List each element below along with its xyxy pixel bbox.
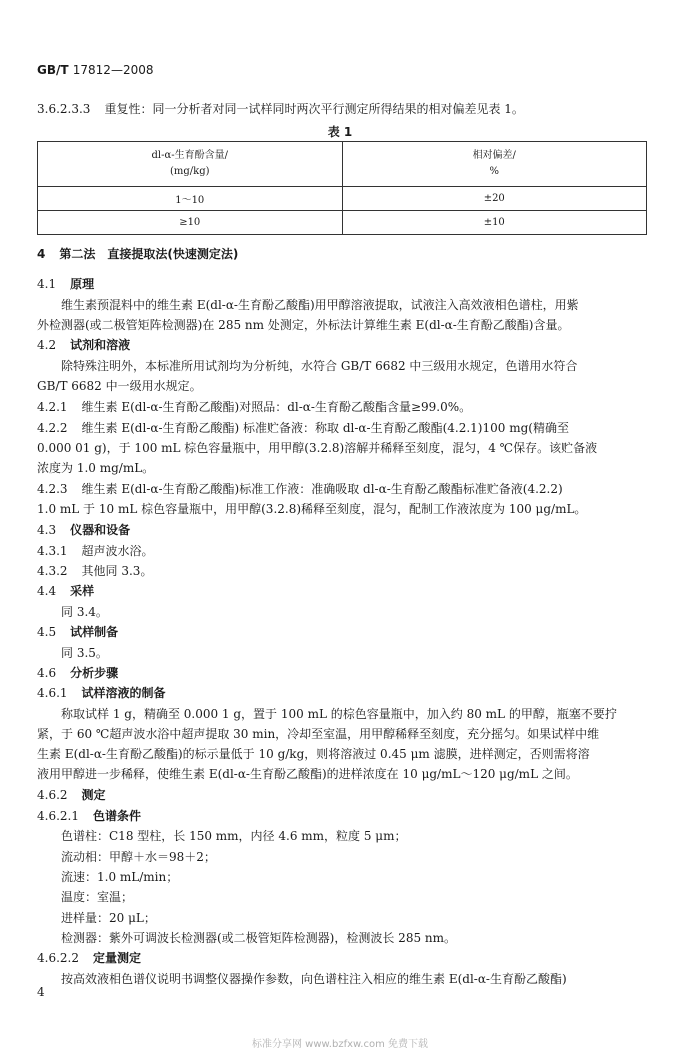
standard-number: 17812—2008: [72, 63, 154, 77]
page-number: 4: [37, 985, 45, 999]
paragraph-line: 除特殊注明外，本标准所用试剂均为分析纯，水符合 GB/T 6682 中三级用水规定，色谱用水符合: [61, 359, 578, 373]
list-item: 温度：室温；: [61, 890, 134, 904]
paragraph-line: GB/T 6682 中一级用水规定。: [37, 379, 202, 393]
paragraph-line: 生素 E(dl-α-生育酚乙酸酯)的标示量低于 10 g/kg，则将溶液过 0.45 μm 滤膜，进样测定，否则需将溶: [37, 747, 590, 761]
paragraph-line: 液用甲醇进一步稀释，使维生素 E(dl-α-生育酚乙酸酯)的进样浓度在 10 μg/mL～120 μg/mL 之间。: [37, 767, 578, 781]
header-cell-content: dl-α-生育酚含量/ (mg/kg): [38, 142, 343, 187]
table-row: [38, 187, 647, 211]
heading-4: 4 第二法 直接提取法(快速测定法): [37, 247, 239, 261]
standard-code: GB/T: [37, 63, 69, 77]
heading-4-5: 4.5 试样制备: [37, 625, 119, 639]
heading-4-3: 4.3 仪器和设备: [37, 523, 131, 537]
list-item: 色谱柱：C18 型柱，长 150 mm，内径 4.6 mm，粒度 5 μm；: [61, 829, 407, 843]
clause-4-3-2: 4.3.2 其他同 3.3。: [37, 564, 153, 578]
paragraph-line: 浓度为 1.0 mg/mL。: [37, 461, 155, 475]
clause-4-2-3: 4.2.3 维生素 E(dl-α-生育酚乙酸酯)标准工作液：准确吸取 dl-α-生育酚乙酸酯标准贮备液(4.2.2): [37, 482, 563, 496]
relative-deviation-table: [37, 141, 647, 235]
table-cell: ≥10: [38, 211, 343, 235]
list-item: 检测器：紫外可调波长检测器(或二极管矩阵检测器)，检测波长 285 nm。: [61, 931, 457, 945]
paragraph-line: 1.0 mL 于 10 mL 棕色容量瓶中，用甲醇(3.2.8)稀释至刻度，混匀，配制工作液浓度为 100 μg/mL。: [37, 502, 587, 516]
heading-4-6-2: 4.6.2 测定: [37, 788, 106, 802]
table-cell: ±20: [342, 187, 647, 211]
table-cell: 1～10: [38, 187, 343, 211]
list-item: 流动相：甲醇＋水＝98＋2；: [61, 850, 216, 864]
paragraph-line: 紧，于 60 ℃超声波水浴中超声提取 30 min，冷却至室温，用甲醇稀释至刻度，充分摇匀。如果试样中维: [37, 727, 600, 741]
heading-4-6-2-1: 4.6.2.1 色谱条件: [37, 809, 141, 823]
heading-4-6: 4.6 分析步骤: [37, 666, 119, 680]
clause-4-3-1: 4.3.1 超声波水浴。: [37, 544, 154, 558]
paragraph-line: 0.000 01 g)，于 100 mL 棕色容量瓶中，用甲醇(3.2.8)溶解并稀释至刻度，混匀，4 ℃保存。该贮备液: [37, 441, 598, 455]
table-title: 表 1: [327, 125, 353, 139]
standard-header: [37, 63, 153, 77]
table-row: [38, 211, 647, 235]
list-item: 流速：1.0 mL/min；: [61, 870, 179, 884]
footer-watermark[interactable]: 标准分享网 www.bzfxw.com 免费下载: [252, 1039, 428, 1050]
paragraph-line: 同 3.4。: [61, 605, 108, 619]
header-cell-deviation: 相对偏差/ %: [342, 142, 647, 187]
paragraph-line: 外检测器(或二极管矩阵检测器)在 285 nm 处测定，外标法计算维生素 E(dl-α-生育酚乙酸酯)含量。: [37, 318, 570, 332]
heading-4-1: 4.1 原理: [37, 277, 95, 291]
paragraph-line: 称取试样 1 g，精确至 0.000 1 g，置于 100 mL 的棕色容量瓶中，加入约 80 mL 的甲醇，瓶塞不要拧: [61, 707, 617, 721]
list-item: 进样量：20 μL；: [61, 911, 156, 925]
table-header-row: [38, 142, 647, 187]
paragraph-line: 维生素预混料中的维生素 E(dl-α-生育酚乙酸酯)用甲醇溶液提取，试液注入高效液相色谱柱，用紫: [61, 298, 579, 312]
paragraph-line: 按高效液相色谱仪说明书调整仪器操作参数，向色谱柱注入相应的维生素 E(dl-α-生育酚乙酸酯): [61, 972, 567, 986]
heading-4-6-1: 4.6.1 试样溶液的制备: [37, 686, 166, 700]
clause-3-6-2-3-3: 3.6.2.3.3 重复性：同一分析者对同一试样同时两次平行测定所得结果的相对偏差见表 1。: [37, 102, 524, 116]
heading-4-4: 4.4 采样: [37, 584, 95, 598]
heading-4-6-2-2: 4.6.2.2 定量测定: [37, 951, 141, 965]
heading-4-2: 4.2 试剂和溶液: [37, 338, 131, 352]
paragraph-line: 同 3.5。: [61, 646, 108, 660]
table-cell: ±10: [342, 211, 647, 235]
clause-4-2-1: 4.2.1 维生素 E(dl-α-生育酚乙酸酯)对照品：dl-α-生育酚乙酸酯含量≥99.0%。: [37, 400, 472, 414]
clause-4-2-2: 4.2.2 维生素 E(dl-α-生育酚乙酸酯) 标准贮备液：称取 dl-α-生育酚乙酸酯(4.2.1)100 mg(精确至: [37, 421, 569, 435]
